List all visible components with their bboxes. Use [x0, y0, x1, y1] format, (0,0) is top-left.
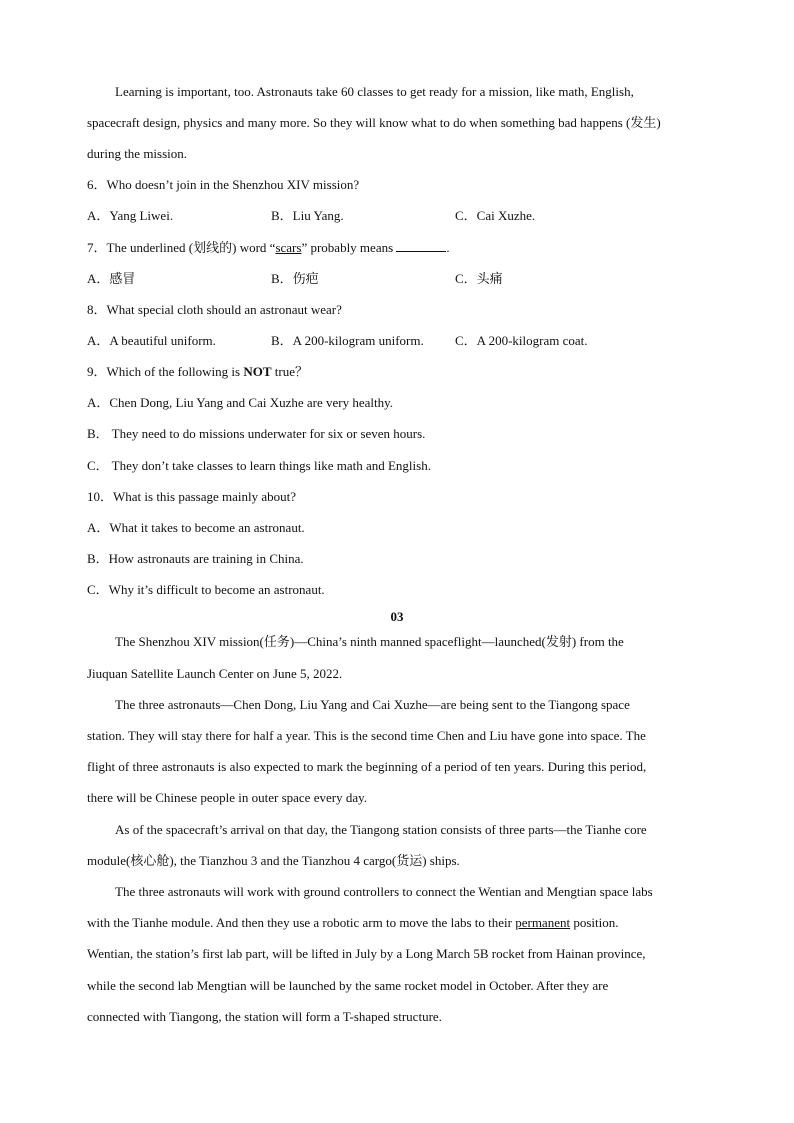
question-9-option-b: B． They need to do missions underwater for six or seven hours.	[87, 426, 426, 441]
paragraph-line: spacecraft design, physics and many more. So they will know what to do when something bad happens (发生)	[87, 115, 661, 130]
paragraph-line: flight of three astronauts is also expected to mark the beginning of a period of ten years. During this period,	[87, 759, 647, 774]
paragraph-text: position.	[570, 915, 619, 930]
question-6-option-c: C．Cai Xuzhe.	[455, 208, 536, 223]
question-6-option-a: A．Yang Liwei.	[87, 208, 174, 223]
question-10-option-a: A．What it takes to become an astronaut.	[87, 520, 305, 535]
question-9-option-c: C． They don’t take classes to learn things like math and English.	[87, 458, 431, 473]
question-7-stem-post: ” probably means	[301, 240, 394, 255]
paragraph-line: while the second lab Mengtian will be launched by the same rocket model in October. After they are	[87, 978, 609, 993]
question-7-option-c: C．头痛	[455, 271, 503, 286]
section-number: 03	[390, 609, 404, 624]
question-8-option-c: C．A 200-kilogram coat.	[455, 333, 588, 348]
paragraph-line: As of the spacecraft’s arrival on that day, the Tiangong station consists of three parts—the Tianhe core	[115, 822, 647, 837]
underlined-word-permanent: permanent	[515, 915, 571, 930]
question-9-stem-pre: 9．Which of the following is	[87, 364, 244, 379]
question-8-option-a: A．A beautiful uniform.	[87, 333, 216, 348]
paragraph-line: Learning is important, too. Astronauts take 60 classes to get ready for a mission, like math, English,	[115, 84, 634, 99]
paragraph-text: with the Tianhe module. And then they use a robotic arm to move the labs to their	[87, 915, 516, 930]
question-7-stem-end: .	[446, 240, 450, 255]
emphasis-not: NOT	[243, 364, 272, 379]
paragraph-line: Jiuquan Satellite Launch Center on June 5, 2022.	[87, 666, 343, 681]
question-10-option-b: B．How astronauts are training in China.	[87, 551, 304, 566]
question-7-stem	[87, 240, 734, 256]
question-8-stem: 8．What special cloth should an astronaut wear?	[87, 302, 342, 317]
question-6-option-b: B．Liu Yang.	[271, 208, 344, 223]
paragraph-line: module(核心舱), the Tianzhou 3 and the Tianzhou 4 cargo(货运) ships.	[87, 853, 460, 868]
question-8-option-b: B．A 200-kilogram uniform.	[271, 333, 424, 348]
paragraph-line	[87, 915, 734, 931]
question-10-stem: 10．What is this passage mainly about?	[87, 489, 297, 504]
question-6-stem: 6．Who doesn’t join in the Shenzhou XIV mission?	[87, 177, 360, 192]
paragraph-line: The Shenzhou XIV mission(任务)—China’s ninth manned spaceflight—launched(发射) from the	[115, 634, 624, 649]
question-7-option-a: A．感冒	[87, 271, 136, 286]
paragraph-line: Wentian, the station’s first lab part, will be lifted in July by a Long March 5B rocket from Hainan province,	[87, 946, 646, 961]
paragraph-line: connected with Tiangong, the station will form a T-shaped structure.	[87, 1009, 442, 1024]
question-7-option-b: B．伤疤	[271, 271, 319, 286]
question-9-option-a: A．Chen Dong, Liu Yang and Cai Xuzhe are very healthy.	[87, 395, 394, 410]
paragraph-line: there will be Chinese people in outer space every day.	[87, 790, 367, 805]
question-7-stem-pre: 7．The underlined (划线的) word “	[87, 240, 276, 255]
question-9-stem-post: true？	[271, 364, 308, 379]
question-9-stem	[87, 364, 734, 380]
underlined-word-scars: scars	[275, 240, 302, 255]
paragraph-line: The three astronauts—Chen Dong, Liu Yang and Cai Xuzhe—are being sent to the Tiangong space	[115, 697, 630, 712]
paragraph-line: during the mission.	[87, 146, 188, 161]
answer-blank	[396, 240, 446, 252]
question-10-option-c: C．Why it’s difficult to become an astronaut.	[87, 582, 325, 597]
paragraph-line: station. They will stay there for half a year. This is the second time Chen and Liu have gone into space. The	[87, 728, 646, 743]
paragraph-line: The three astronauts will work with ground controllers to connect the Wentian and Mengtian space labs	[115, 884, 653, 899]
